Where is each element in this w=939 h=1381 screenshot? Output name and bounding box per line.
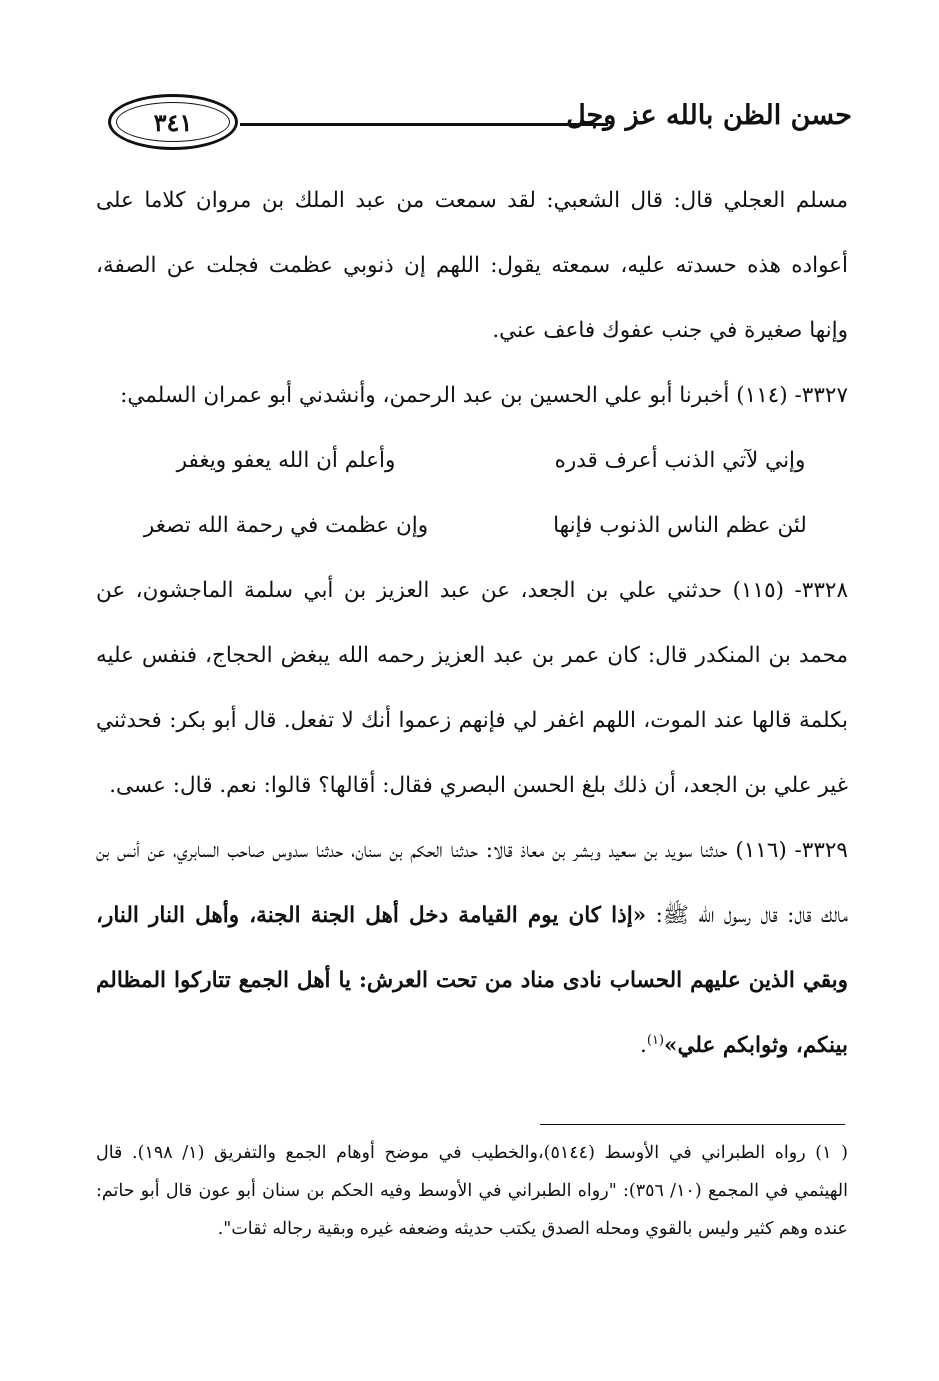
footnote-separator <box>540 1124 845 1125</box>
paragraph-1: مسلم العجلي قال: قال الشعبي: لقد سمعت من عبد الملك بن مروان كلاما على أعواده هذه حسدته عليه، سمعته يقول: اللهم إن ذنوبي عظمت فجلت عن الصفة، وإنها صغيرة في جنب عفوك فاعف عني. <box>96 188 848 343</box>
hadith-chain: ٣٣٢٩- (١١٦) حدثنا سويد بن سعيد وبشر بن معاذ قالا: حدثنا الحكم بن سنان، حدثنا سدوس صاحب السابري، عن أنس بن مالك قال: قال رسول الله ﷺ: <box>96 838 848 928</box>
verse-second-hemistich: وأعلم أن الله يعفو ويغفر <box>176 448 396 473</box>
page-number: ٣٤١ <box>153 107 193 137</box>
verse-first-hemistich: لئن عظم الناس الذنوب فإنها <box>553 513 807 538</box>
main-text <box>96 168 848 1078</box>
footnote-reference: (١) <box>646 1032 665 1048</box>
verse-first-hemistich: وإني لآتي الذنب أعرف قدره <box>554 448 806 473</box>
paragraph-3329 <box>96 818 848 1078</box>
paragraph-end: . <box>640 1033 647 1058</box>
header-rule <box>240 123 608 126</box>
paragraph-3328: ٣٣٢٨- (١١٥) حدثني علي بن الجعد، عن عبد العزيز بن أبي سلمة الماجشون، عن محمد بن المنكدر قال: كان عمر بن عبد العزيز رحمه الله يبغض الحجاج، فنفس عليه بكلمة قالها عند الموت، اللهم اغفر لي فإنهم زعموا أنك لا تفعل. قال أبو بكر: فحدثني غير علي بن الجعد، أن ذلك بلغ الحسن البصري فقال: أقالها؟ قالوا: نعم. قال: عسى. <box>96 578 848 798</box>
poem <box>96 428 848 558</box>
footnote-1: ( ١) رواه الطبراني في الأوسط (٥١٤٤)،والخطيب في موضح أوهام الجمع والتفريق (١/ ١٩٨). قال الهيثمي في المجمع (١٠/ ٣٥٦): "رواه الطبراني في الأوسط وفيه الحكم بن سنان أبو عون قال أبو حاتم: عنده وهم كثير وليس بالقوي ومحله الصدق يكتب حديثه وضعفه غيره وبقية رجاله ثقات". <box>96 1143 849 1239</box>
verse-second-hemistich: وإن عظمت في رحمة الله تصغر <box>143 513 429 538</box>
running-title: حسن الظن بالله عز وجل <box>566 100 852 131</box>
footnotes <box>96 1134 848 1248</box>
verse-line <box>96 428 848 493</box>
page-header <box>100 82 852 162</box>
verse-line <box>96 493 848 558</box>
paragraph-3327: ٣٣٢٧- (١١٤) أخبرنا أبو علي الحسين بن عبد الرحمن، وأنشدني أبو عمران السلمي: <box>120 383 848 408</box>
hadith-text: «إذا كان يوم القيامة دخل أهل الجنة الجنة، وأهل النار النار، وبقي الذين عليهم الحساب نادى مناد من تحت العرش: يا أهل الجمع تتاركوا المظالم بينكم، وثوابكم علي» <box>96 903 848 1058</box>
